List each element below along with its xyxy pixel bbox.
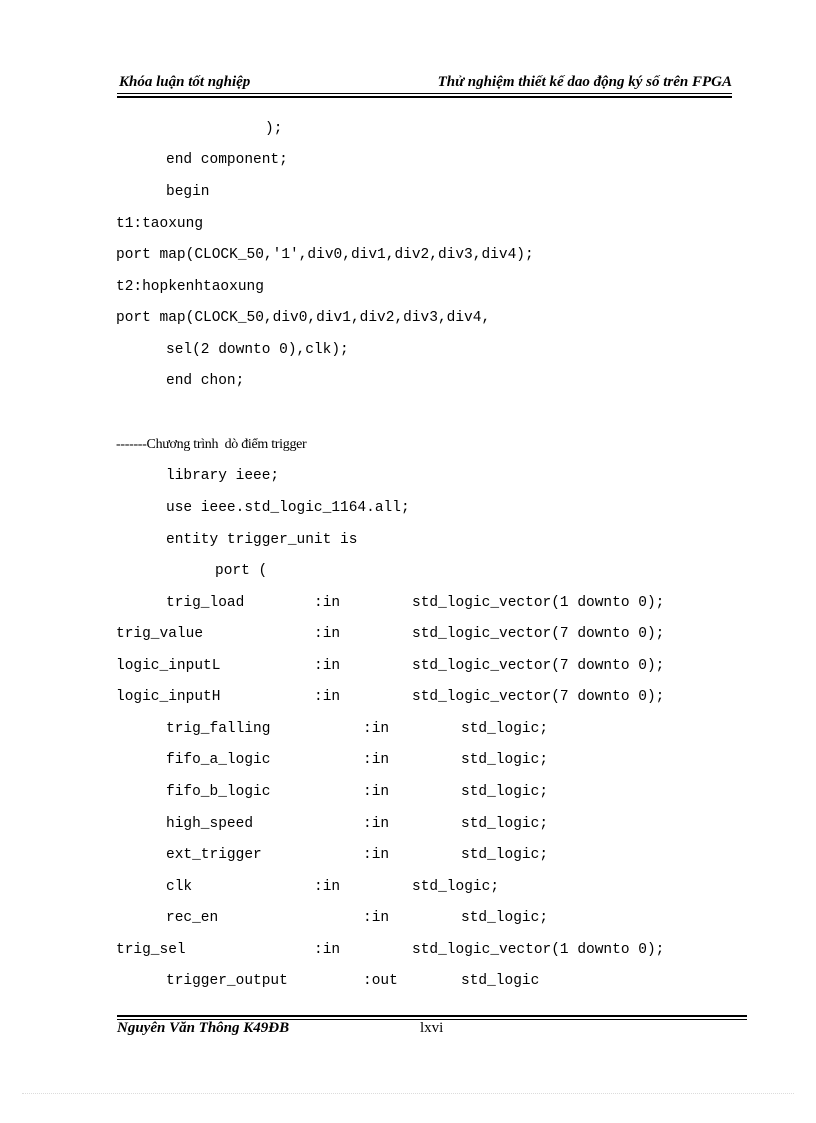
port-direction: :in: [314, 942, 341, 958]
port-name: clk: [166, 879, 193, 895]
code-line: use ieee.std_logic_1164.all;: [166, 500, 410, 516]
port-type: std_logic_vector(7 downto 0);: [412, 689, 665, 705]
port-name: trig_falling: [166, 721, 271, 737]
port-name: rec_en: [166, 910, 219, 926]
port-direction: :in: [314, 689, 341, 705]
port-type: std_logic;: [461, 847, 549, 863]
code-line: end component;: [166, 152, 288, 168]
code-line: port map(CLOCK_50,'1',div0,div1,div2,div3,div4);: [116, 247, 534, 263]
port-direction: :in: [314, 595, 341, 611]
port-type: std_logic;: [461, 752, 549, 768]
code-line: library ieee;: [166, 468, 280, 484]
port-direction: :in: [363, 847, 390, 863]
port-name: trig_sel: [116, 942, 186, 958]
port-name: fifo_a_logic: [166, 752, 271, 768]
port-name: fifo_b_logic: [166, 784, 271, 800]
port-name: trigger_output: [166, 973, 288, 989]
page-number: lxvi: [420, 1020, 444, 1036]
header-thesis-title: Thử nghiệm thiết kế dao động ký số trên FPGA: [437, 74, 732, 90]
port-direction: :in: [314, 658, 341, 674]
port-type: std_logic_vector(7 downto 0);: [412, 626, 665, 642]
port-name: high_speed: [166, 816, 254, 832]
port-type: std_logic_vector(1 downto 0);: [412, 942, 665, 958]
code-line: port map(CLOCK_50,div0,div1,div2,div3,div4,: [116, 310, 491, 326]
code-comment: -------Chương trình dò điểm trigger: [116, 437, 307, 452]
port-direction: :in: [314, 626, 341, 642]
header-thesis-label: Khóa luận tốt nghiệp: [119, 74, 251, 90]
port-direction: :in: [363, 910, 390, 926]
port-name: ext_trigger: [166, 847, 262, 863]
footer-author: Nguyên Văn Thông K49ĐB: [117, 1020, 290, 1036]
port-direction: :in: [363, 752, 390, 768]
code-line: t1:taoxung: [116, 216, 204, 232]
code-line: end chon;: [166, 373, 245, 389]
port-direction: :in: [363, 721, 390, 737]
port-type: std_logic;: [412, 879, 500, 895]
port-type: std_logic;: [461, 721, 549, 737]
code-line: );: [265, 121, 283, 137]
port-type: std_logic_vector(7 downto 0);: [412, 658, 665, 674]
footer-rule: [117, 1015, 747, 1017]
port-type: std_logic_vector(1 downto 0);: [412, 595, 665, 611]
port-direction: :in: [314, 879, 341, 895]
port-name: trig_load: [166, 595, 245, 611]
code-line: t2:hopkenhtaoxung: [116, 279, 264, 295]
port-type: std_logic;: [461, 910, 549, 926]
port-type: std_logic;: [461, 784, 549, 800]
port-direction: :in: [363, 816, 390, 832]
port-direction: :out: [363, 973, 398, 989]
page-footer: [117, 1018, 747, 1040]
code-line: port (: [215, 563, 268, 579]
port-direction: :in: [363, 784, 390, 800]
port-type: std_logic;: [461, 816, 549, 832]
page-edge-divider: [22, 1093, 794, 1094]
code-line: begin: [166, 184, 210, 200]
code-line: sel(2 downto 0),clk);: [166, 342, 349, 358]
port-name: trig_value: [116, 626, 204, 642]
code-line: entity trigger_unit is: [166, 532, 358, 548]
port-name: logic_inputH: [116, 689, 221, 705]
port-name: logic_inputL: [116, 658, 221, 674]
port-type: std_logic: [461, 973, 540, 989]
